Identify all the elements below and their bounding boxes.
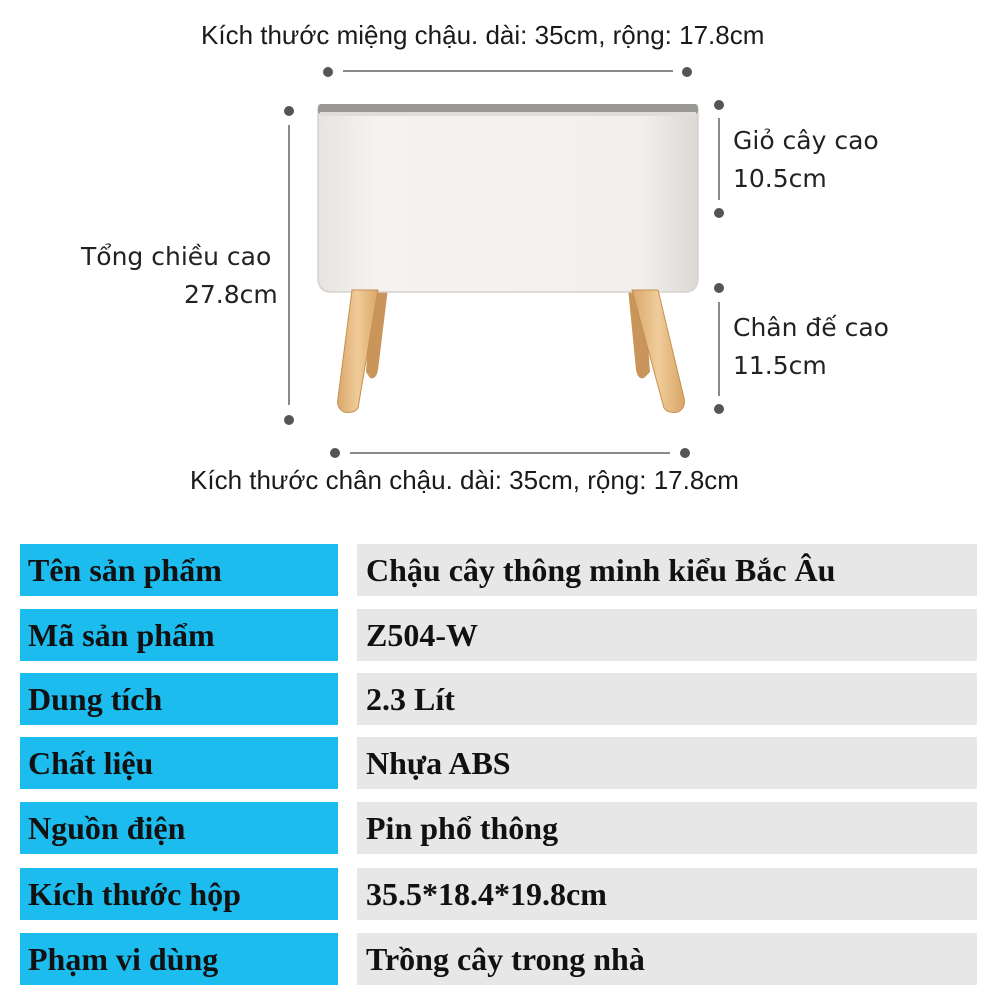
leg-height-label: Chân đế cao bbox=[733, 313, 889, 342]
total-height-label: Tổng chiều cao bbox=[81, 242, 272, 271]
spec-label-box-size: Kích thước hộp bbox=[20, 868, 338, 920]
spec-label-power: Nguồn điện bbox=[20, 802, 338, 854]
leg-height-value: 11.5cm bbox=[733, 351, 827, 380]
spec-value-usage: Trồng cây trong nhà bbox=[357, 933, 977, 985]
spec-value-material: Nhựa ABS bbox=[357, 737, 977, 789]
spec-label-material: Chất liệu bbox=[20, 737, 338, 789]
basket-height-label: Giỏ cây cao bbox=[733, 126, 879, 155]
total-height-value: 27.8cm bbox=[184, 280, 278, 309]
spec-value-power: Pin phổ thông bbox=[357, 802, 977, 854]
spec-label-name: Tên sản phẩm bbox=[20, 544, 338, 596]
spec-value-code: Z504-W bbox=[357, 609, 977, 661]
spec-value-capacity: 2.3 Lít bbox=[357, 673, 977, 725]
spec-label-usage: Phạm vi dùng bbox=[20, 933, 338, 985]
base-size-caption: Kích thước chân chậu. dài: 35cm, rộng: 17.8cm bbox=[190, 465, 739, 495]
spec-value-name: Chậu cây thông minh kiểu Bắc Âu bbox=[357, 544, 977, 596]
mouth-size-caption: Kích thước miệng chậu. dài: 35cm, rộng: 17.8cm bbox=[201, 20, 765, 50]
spec-label-capacity: Dung tích bbox=[20, 673, 338, 725]
spec-value-box-size: 35.5*18.4*19.8cm bbox=[357, 868, 977, 920]
basket-height-value: 10.5cm bbox=[733, 164, 827, 193]
spec-label-code: Mã sản phẩm bbox=[20, 609, 338, 661]
